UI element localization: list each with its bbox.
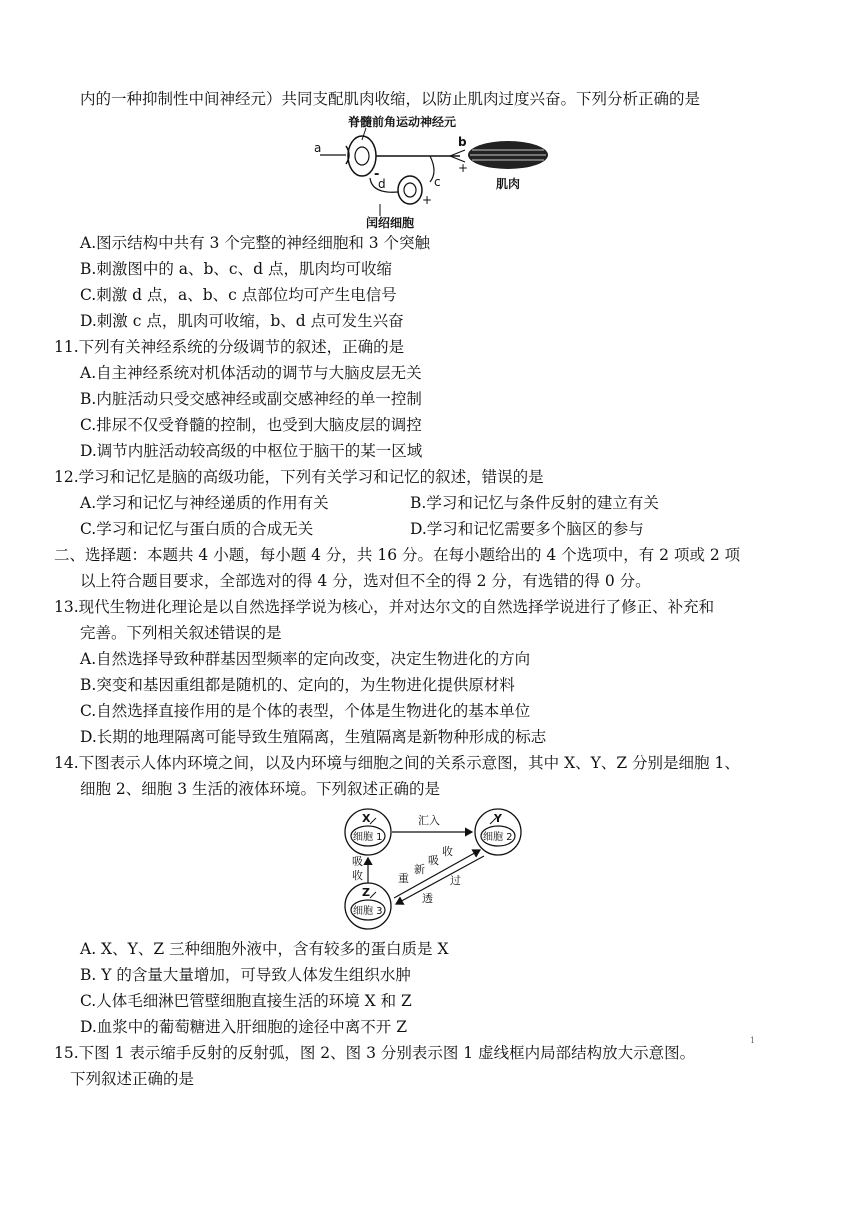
arrow-left-char2: 收 [352,869,363,882]
sign-minus: - [374,167,380,182]
cell2-label: 细胞 2 [483,832,513,843]
page-mark: 1 [750,1036,756,1045]
q12-option-d: D.学习和记忆需要多个脑区的参与 [410,520,644,538]
q10-option-d: D.刺激 c 点，肌肉可收缩，b、d 点可发生兴奋 [80,312,404,330]
motor-neuron-soma [348,136,376,176]
diag-char3: 吸 [428,854,439,867]
q14-stem-line2: 细胞 2、细胞 3 生活的液体环境。下列叙述正确的是 [80,780,441,798]
z-label: Z [362,886,370,899]
q10-option-a: A.图示结构中共有 3 个完整的神经细胞和 3 个突触 [80,234,431,252]
renshaw-cell-label: 闰绍细胞 [366,216,415,230]
q11-option-d: D.调节内脏活动较高级的中枢位于脑干的某一区域 [80,442,423,460]
q14-stem-line1: 14.下图表示人体内环境之间，以及内环境与细胞之间的关系示意图，其中 X、Y、Z 分别是细胞 1、 [54,754,740,772]
q14-option-c: C.人体毛细淋巴管壁细胞直接生活的环境 X 和 Z [80,992,412,1010]
q12-option-b: B.学习和记忆与条件反射的建立有关 [410,494,659,512]
cell1-label: 细胞 1 [353,832,383,843]
q11-option-b: B.内脏活动只受交感神经或副交感神经的单一控制 [80,390,422,408]
q13-stem-line1: 13.现代生物进化理论是以自然选择学说为核心，并对达尔文的自然选择学说进行了修正、补充和 [54,598,715,616]
neuron-muscle-figure [300,112,560,232]
q12-stem: 12.学习和记忆是脑的高级功能，下列有关学习和记忆的叙述，错误的是 [54,468,544,486]
point-a: a [314,141,322,155]
q13-option-c: C.自然选择直接作用的是个体的表型，个体是生物进化的基本单位 [80,702,531,720]
q10-option-b: B.刺激图中的 a、b、c、d 点，肌肉均可收缩 [80,260,392,278]
section2-heading-line2: 以上符合题目要求，全部选对的得 4 分，选对但不全的得 2 分，有选错的得 0 分。 [80,572,651,590]
point-c: c [434,175,441,189]
section2-heading-line1: 二、选择题：本题共 4 小题，每小题 4 分，共 16 分。在每小题给出的 4 个选项中，有 2 项或 2 项 [54,546,741,564]
q11-option-a: A.自主神经系统对机体活动的调节与大脑皮层无关 [80,364,422,382]
arrow-left-char1: 吸 [352,855,363,868]
q12-option-a: A.学习和记忆与神经递质的作用有关 [80,494,329,512]
q10-intro: 内的一种抑制性中间神经元）共同支配肌肉收缩，以防止肌肉过度兴奋。下列分析正确的是 [80,90,701,108]
q11-stem: 11.下列有关神经系统的分级调节的叙述，正确的是 [54,338,405,356]
renshaw-cell-soma [398,176,422,204]
arrow-y-to-z [396,856,484,904]
diag-char4: 收 [442,845,453,858]
diag-char1: 重 [398,872,409,885]
diag-char6: 透 [422,892,433,905]
q13-option-a: A.自然选择导致种群基因型频率的定向改变，决定生物进化的方向 [80,650,531,668]
cell3-label: 细胞 3 [353,906,383,917]
motor-neuron-label: 脊髓前角运动神经元 [348,115,457,129]
sign-plus-renshaw: + [422,193,433,207]
q14-option-b: B. Y 的含量大量增加，可导致人体发生组织水肿 [80,966,411,984]
q12-option-c: C.学习和记忆与蛋白质的合成无关 [80,520,314,538]
sign-plus-muscle: + [458,161,469,175]
q15-stem-line2: 下列叙述正确的是 [70,1070,195,1088]
q14-option-d: D.血浆中的葡萄糖进入肝细胞的途径中离不开 Z [80,1018,407,1036]
q15-stem-line1: 15.下图 1 表示缩手反射的反射弧，图 2、图 3 分别表示图 1 虚线框内局部结构放大示意图。 [54,1044,696,1062]
q13-option-b: B.突变和基因重组都是随机的、定向的，为生物进化提供原材料 [80,676,515,694]
arrow-label-top: 汇入 [418,814,440,827]
y-label: Y [494,812,502,825]
x-label: X [362,812,371,825]
point-b: b [458,135,467,149]
diag-char5: 过 [450,874,461,887]
q14-option-a: A. X、Y、Z 三种细胞外液中，含有较多的蛋白质是 X [80,940,449,958]
q10-option-c: C.刺激 d 点，a、b、c 点部位均可产生电信号 [80,286,397,304]
point-d: d [378,177,386,191]
body-fluid-figure [332,806,532,934]
muscle-label: 肌肉 [496,177,521,191]
q13-stem-line2: 完善。下列相关叙述错误的是 [80,624,282,642]
q13-option-d: D.长期的地理隔离可能导致生殖隔离，生殖隔离是新物种形成的标志 [80,728,547,746]
q11-option-c: C.排尿不仅受脊髓的控制，也受到大脑皮层的调控 [80,416,422,434]
diag-char2: 新 [414,863,425,876]
